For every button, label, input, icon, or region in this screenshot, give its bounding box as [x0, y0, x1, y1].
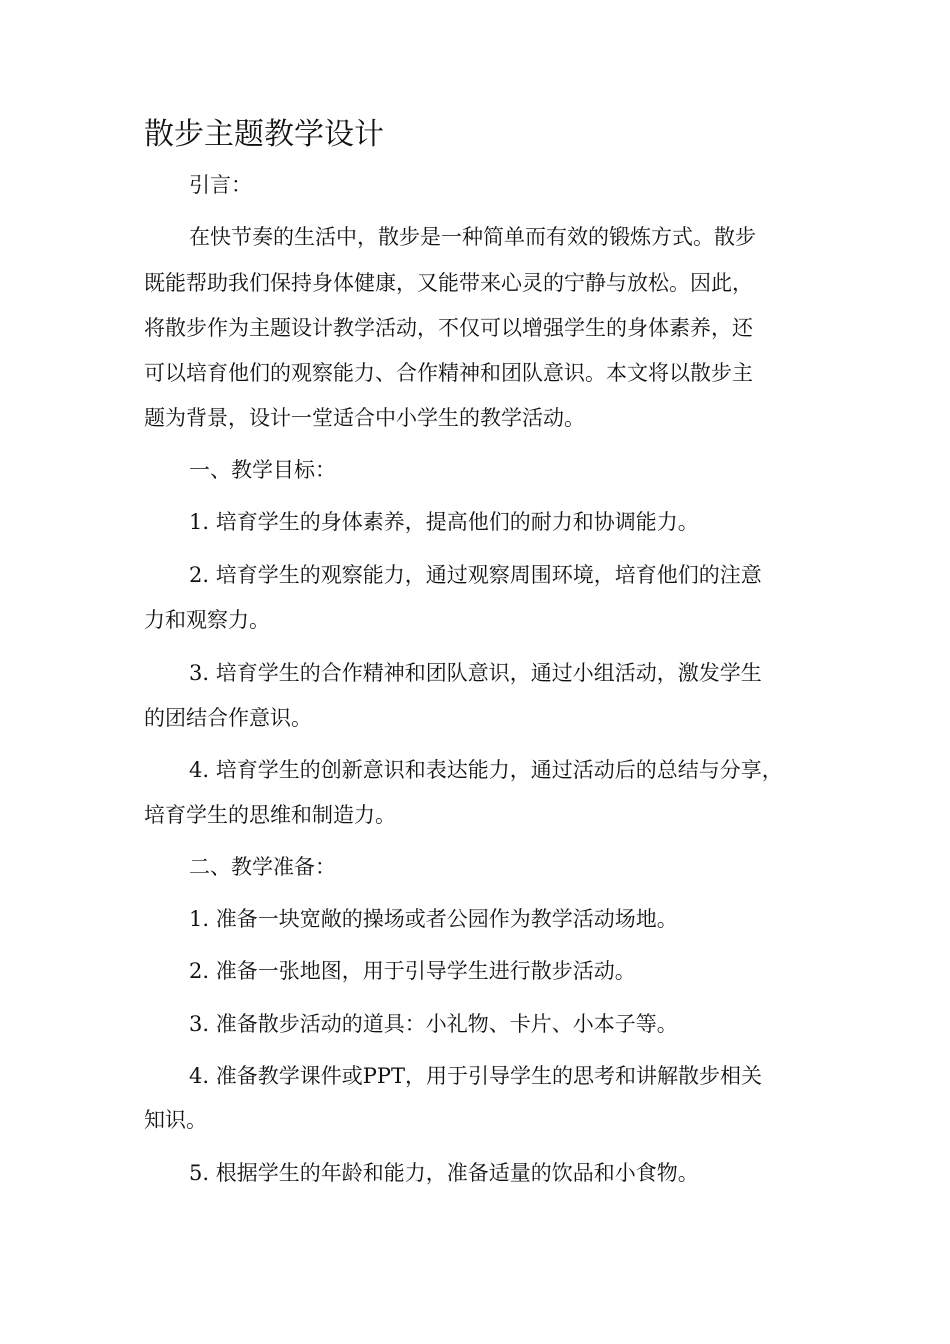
- preparation-item: 5. 根据学生的年龄和能力，准备适量的饮品和小食物。: [189, 1161, 699, 1185]
- intro-paragraph-line: 在快节奏的生活中，散步是一种简单而有效的锻炼方式。散步: [189, 225, 756, 249]
- intro-paragraph-line: 题为背景，设计一堂适合中小学生的教学活动。: [144, 406, 585, 430]
- intro-paragraph-line: 既能帮助我们保持身体健康，又能带来心灵的宁静与放松。因此，: [144, 271, 753, 295]
- intro-paragraph-line: 可以培育他们的观察能力、合作精神和团队意识。本文将以散步主: [144, 361, 753, 385]
- objective-item-continuation: 培育学生的思维和制造力。: [144, 803, 396, 827]
- preparation-item: 4. 准备教学课件或PPT，用于引导学生的思考和讲解散步相关: [189, 1064, 762, 1088]
- objective-item: 4. 培育学生的创新意识和表达能力，通过活动后的总结与分享，: [189, 758, 783, 782]
- section-heading-preparation: 二、教学准备：: [189, 855, 336, 879]
- preparation-item: 1. 准备一块宽敞的操场或者公园作为教学活动场地。: [189, 907, 678, 931]
- objective-item: 3. 培育学生的合作精神和团队意识，通过小组活动，激发学生: [189, 661, 762, 685]
- intro-heading: 引言：: [189, 173, 252, 197]
- document-title: 散步主题教学设计: [144, 117, 384, 152]
- preparation-item-continuation: 知识。: [144, 1108, 207, 1132]
- objective-item: 2. 培育学生的观察能力，通过观察周围环境，培育他们的注意: [189, 563, 762, 587]
- preparation-item: 2. 准备一张地图，用于引导学生进行散步活动。: [189, 959, 636, 983]
- intro-paragraph-line: 将散步作为主题设计教学活动，不仅可以增强学生的身体素养，还: [144, 316, 753, 340]
- preparation-item: 3. 准备散步活动的道具：小礼物、卡片、小本子等。: [189, 1012, 678, 1036]
- objective-item-continuation: 力和观察力。: [144, 608, 270, 632]
- objective-item: 1. 培育学生的身体素养，提高他们的耐力和协调能力。: [189, 510, 699, 534]
- objective-item-continuation: 的团结合作意识。: [144, 706, 312, 730]
- section-heading-objectives: 一、教学目标：: [189, 458, 336, 482]
